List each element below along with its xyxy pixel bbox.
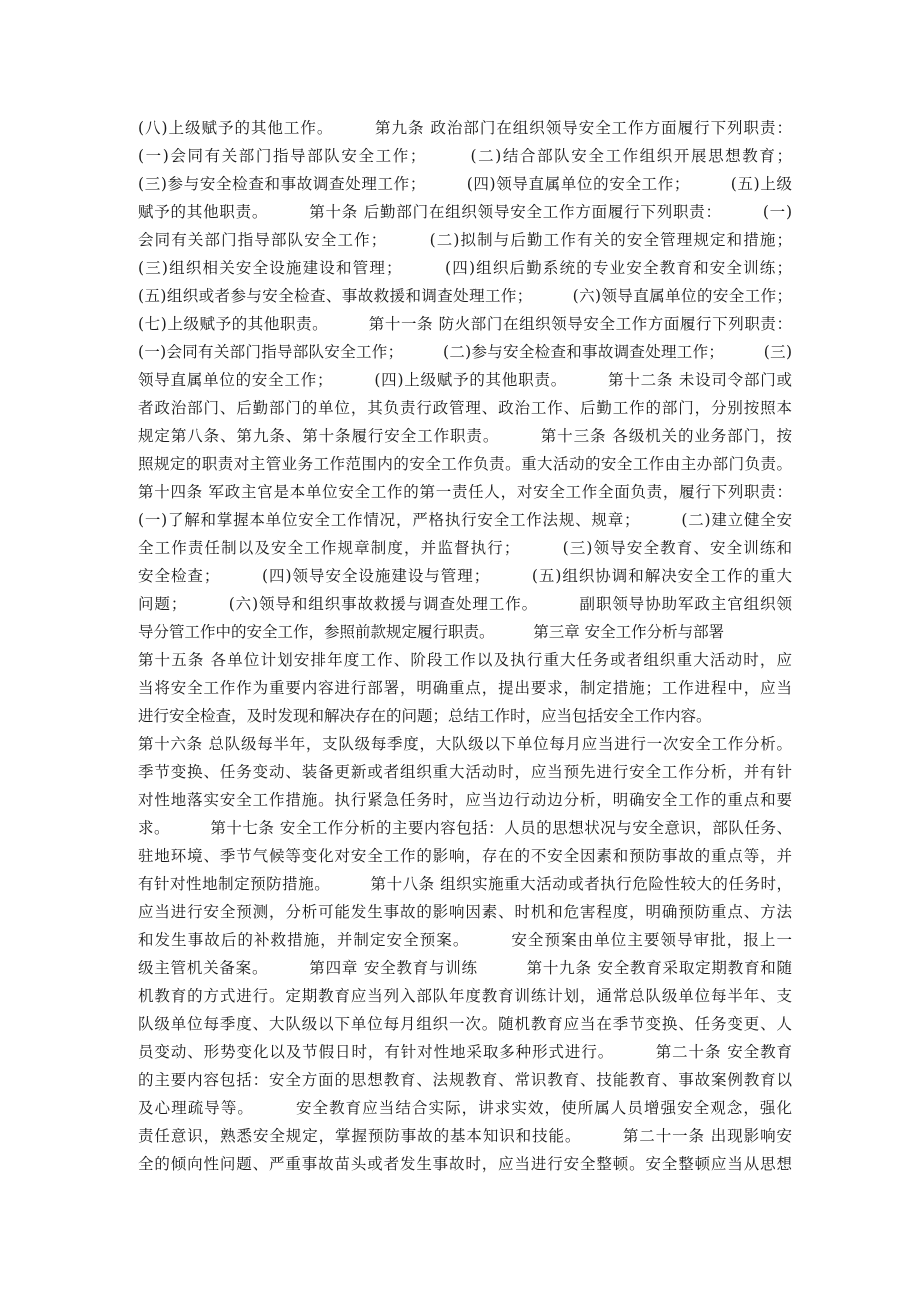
text-line: (五)组织或者参与安全检查、事故救援和调查处理工作； (六)领导直属单位的安全工作； [138,287,792,305]
text-line: 求。 第十七条 安全工作分析的主要内容包括：人员的思想状况与安全意识，部队任务、 [138,819,792,837]
text-line: (三)参与安全检查和事故调查处理工作； (四)领导直属单位的安全工作； (五)上级 [138,175,792,193]
text-line: (七)上级赋予的其他职责。 第十一条 防火部门在组织领导安全工作方面履行下列职责： [138,315,792,333]
text-line: 和发生事故后的补救措施，并制定安全预案。 安全预案由单位主要领导审批，报上一 [138,931,792,949]
text-line: (一)会同有关部门指导部队安全工作； (二)结合部队安全工作组织开展思想教育； [138,147,792,165]
text-line: 的主要内容包括：安全方面的思想教育、法规教育、常识教育、技能教育、事故案例教育以 [138,1071,792,1089]
text-line: 队级单位每季度、大队级以下单位每月组织一次。随机教育应当在季节变换、任务变更、人 [138,1015,792,1033]
text-line: (一)了解和掌握本单位安全工作情况，严格执行安全工作法规、规章； (二)建立健全安 [138,511,792,529]
text-line: 员变动、形势变化以及节假日时，有针对性地采取多种形式进行。 第二十条 安全教育 [138,1043,792,1061]
text-line: 照规定的职责对主管业务工作范围内的安全工作负责。重大活动的安全工作由主办部门负责。 [138,455,792,473]
text-line: 应当进行安全预测，分析可能发生事故的影响因素、时机和危害程度，明确预防重点、方法 [138,903,792,921]
text-line: 问题； (六)领导和组织事故救援与调查处理工作。 副职领导协助军政主官组织领 [138,595,792,613]
text-line: 级主管机关备案。 第四章 安全教育与训练 第十九条 安全教育采取定期教育和随 [138,959,792,977]
text-line: (一)会同有关部门指导部队安全工作； (二)参与安全检查和事故调查处理工作； (三) [138,343,792,361]
text-line: 导分管工作中的安全工作，参照前款规定履行职责。 第三章 安全工作分析与部署 [138,623,725,641]
text-line: 当将安全工作作为重要内容进行部署，明确重点，提出要求，制定措施；工作进程中，应当 [138,679,792,697]
text-line: 第十五条 各单位计划安排年度工作、阶段工作以及执行重大任务或者组织重大活动时，应 [138,651,792,669]
text-line: 机教育的方式进行。定期教育应当列入部队年度教育训练计划，通常总队级单位每半年、支 [138,987,792,1005]
text-line: 及心理疏导等。 安全教育应当结合实际，讲求实效，使所属人员增强安全观念，强化 [138,1099,792,1117]
text-line: 季节变换、任务变动、装备更新或者组织重大活动时，应当预先进行安全工作分析，并有针 [138,763,792,781]
text-line: 驻地环境、季节气候等变化对安全工作的影响，存在的不安全因素和预防事故的重点等，并 [138,847,792,865]
text-line: 有针对性地制定预防措施。 第十八条 组织实施重大活动或者执行危险性较大的任务时， [138,875,792,893]
text-line: 规定第八条、第九条、第十条履行安全工作职责。 第十三条 各级机关的业务部门，按 [138,427,792,445]
text-line: 责任意识，熟悉安全规定，掌握预防事故的基本知识和技能。 第二十一条 出现影响安 [138,1127,792,1145]
text-line: 会同有关部门指导部队安全工作； (二)拟制与后勤工作有关的安全管理规定和措施； [138,231,792,249]
text-line: 者政治部门、后勤部门的单位，其负责行政管理、政治工作、后勤工作的部门，分别按照本 [138,399,792,417]
text-line: 全工作责任制以及安全工作规章制度，并监督执行； (三)领导安全教育、安全训练和 [138,539,792,557]
text-line: (三)组织相关安全设施建设和管理； (四)组织后勤系统的专业安全教育和安全训练； [138,259,792,277]
text-line: 全的倾向性问题、严重事故苗头或者发生事故时，应当进行安全整顿。安全整顿应当从思想 [138,1155,792,1173]
document-body [138,114,792,1178]
text-line: 进行安全检查，及时发现和解决存在的问题；总结工作时，应当包括安全工作内容。 [138,707,712,725]
text-line: 赋予的其他职责。 第十条 后勤部门在组织领导安全工作方面履行下列职责： (一) [138,203,792,221]
text-line: (八)上级赋予的其他工作。 第九条 政治部门在组织领导安全工作方面履行下列职责： [138,119,792,137]
text-line: 第十四条 军政主官是本单位安全工作的第一责任人，对安全工作全面负责，履行下列职责： [138,483,792,501]
text-line: 对性地落实安全工作措施。执行紧急任务时，应当边行动边分析，明确安全工作的重点和要 [138,791,792,809]
text-line: 安全检查； (四)领导安全设施建设与管理； (五)组织协调和解决安全工作的重大 [138,567,792,585]
text-line: 第十六条 总队级每半年，支队级每季度，大队级以下单位每月应当进行一次安全工作分析。 [138,735,792,753]
text-line: 领导直属单位的安全工作； (四)上级赋予的其他职责。 第十二条 未设司令部门或 [138,371,792,389]
